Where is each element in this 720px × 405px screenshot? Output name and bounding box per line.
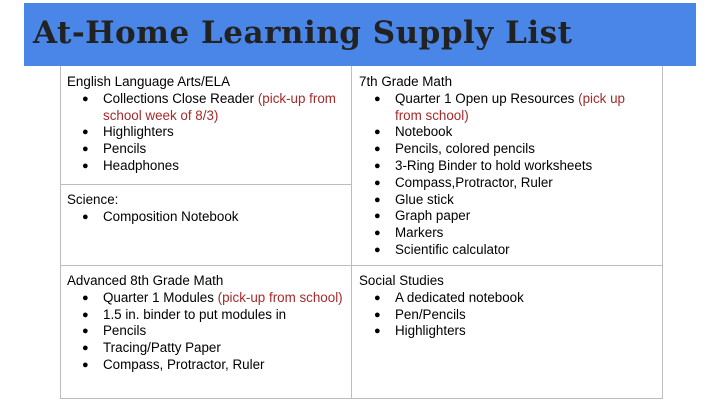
- list-item: [359, 158, 655, 175]
- list-item: [67, 340, 347, 357]
- supply-list: [67, 290, 347, 374]
- section-title: Social Studies: [359, 273, 444, 288]
- item-text: Notebook: [395, 124, 453, 140]
- item-text: A dedicated notebook: [395, 289, 524, 305]
- list-item: [359, 124, 655, 141]
- table-column-divider: [351, 66, 352, 398]
- list-item: [67, 158, 347, 175]
- list-item: [67, 124, 347, 141]
- table-row-divider: [60, 265, 662, 266]
- list-item: [67, 141, 347, 158]
- item-text: 3-Ring Binder to hold worksheets: [395, 157, 593, 173]
- pickup-note: (pick up from school): [395, 90, 625, 123]
- list-item: [359, 141, 655, 158]
- list-item: [67, 307, 347, 324]
- supply-list: [67, 91, 347, 175]
- supply-list: [359, 290, 655, 340]
- section-title: 7th Grade Math: [359, 74, 453, 89]
- supply-list: [359, 91, 655, 259]
- list-item: [67, 357, 347, 374]
- item-text: Quarter 1 Modules: [103, 289, 218, 305]
- ela-cell: [67, 74, 347, 175]
- item-text: Compass, Protractor, Ruler: [103, 356, 265, 372]
- list-item: [359, 307, 655, 324]
- list-item: [359, 225, 655, 242]
- list-item: [359, 290, 655, 307]
- section-title: English Language Arts/ELA: [67, 74, 231, 89]
- pickup-note: (pick-up from school week of 8/3): [103, 90, 336, 123]
- supply-list: [67, 209, 347, 226]
- item-text: Composition Notebook: [103, 208, 239, 224]
- title-banner: [24, 3, 696, 66]
- item-text: Scientific calculator: [395, 241, 510, 257]
- pickup-note: (pick-up from school): [217, 289, 343, 305]
- advanced-8th-grade-math-cell: [67, 273, 347, 374]
- list-item: [67, 91, 347, 125]
- section-title: Science:: [67, 192, 119, 207]
- list-item: [359, 242, 655, 259]
- item-text: Tracing/Patty Paper: [103, 340, 221, 356]
- item-text: Pencils: [103, 141, 147, 157]
- item-text: Collections Close Reader: [103, 90, 258, 106]
- list-item: [67, 290, 347, 307]
- list-item: [359, 323, 655, 340]
- item-text: Pencils, colored pencils: [395, 141, 535, 157]
- item-text: Markers: [395, 225, 444, 241]
- social-studies-cell: [359, 273, 655, 340]
- section-title: Advanced 8th Grade Math: [67, 273, 224, 288]
- list-item: [359, 91, 655, 125]
- list-item: [359, 175, 655, 192]
- item-text: Pen/Pencils: [395, 306, 466, 322]
- list-item: [67, 323, 347, 340]
- 7th-grade-math-cell: [359, 74, 655, 259]
- item-text: Headphones: [103, 157, 179, 173]
- item-text: Pencils: [103, 323, 147, 339]
- science-cell: [67, 192, 347, 226]
- item-text: Quarter 1 Open up Resources: [395, 90, 579, 106]
- page-title: At-Home Learning Supply List: [33, 15, 573, 51]
- ela-science-divider: [60, 184, 352, 185]
- item-text: Graph paper: [395, 208, 471, 224]
- list-item: [359, 192, 655, 209]
- item-text: Glue stick: [395, 191, 454, 207]
- item-text: Highlighters: [103, 124, 174, 140]
- list-item: [359, 208, 655, 225]
- item-text: Compass,Protractor, Ruler: [395, 174, 553, 190]
- list-item: [67, 209, 347, 226]
- item-text: 1.5 in. binder to put modules in: [103, 306, 287, 322]
- item-text: Highlighters: [395, 323, 466, 339]
